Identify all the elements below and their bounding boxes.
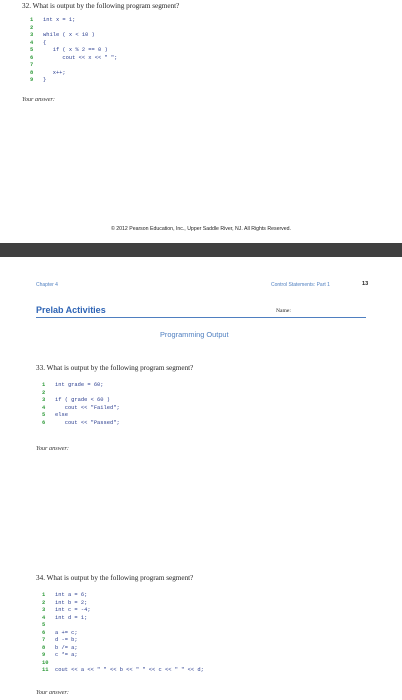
prelab-title: Prelab Activities <box>36 305 106 315</box>
line-number: 5 <box>42 412 46 418</box>
line-number: 1 <box>42 382 46 388</box>
code-text: int a = 6; <box>55 592 88 598</box>
line-number: 7 <box>30 62 34 68</box>
line-number: 2 <box>30 24 34 31</box>
code-line <box>30 40 117 48</box>
code-text: } <box>43 77 47 83</box>
line-number: 1 <box>30 17 34 23</box>
line-number: 3 <box>42 607 46 613</box>
code-text: x++; <box>43 69 66 76</box>
line-number: 9 <box>30 77 34 83</box>
line-number: 10 <box>42 659 49 666</box>
code-text: d -= b; <box>55 637 78 643</box>
code-text: if ( x % 2 == 0 ) <box>43 47 108 53</box>
code-line <box>42 645 204 653</box>
code-line <box>42 382 120 390</box>
line-number: 2 <box>42 389 46 396</box>
code-text: c *= a; <box>55 652 78 658</box>
line-number: 1 <box>42 592 46 598</box>
code-line <box>42 592 204 600</box>
code-text: int x = 1; <box>43 17 76 23</box>
line-number: 9 <box>42 652 46 658</box>
code-block-q33 <box>42 382 120 427</box>
line-number: 2 <box>42 599 46 606</box>
answer-label-q32: Your answer: <box>22 96 55 103</box>
code-line <box>42 607 204 615</box>
name-label: Name: <box>276 308 291 314</box>
line-number: 7 <box>42 637 46 643</box>
code-text: cout << "Failed"; <box>55 404 120 411</box>
line-number: 6 <box>30 54 34 61</box>
code-block-q34 <box>42 592 204 675</box>
code-line <box>30 55 117 63</box>
line-number: 5 <box>42 622 46 628</box>
code-line <box>30 47 117 55</box>
line-number: 3 <box>30 32 34 38</box>
section-title: Programming Output <box>160 330 229 339</box>
line-number: 4 <box>42 404 46 411</box>
page-break-band <box>0 243 402 257</box>
running-title: Control Statements: Part 1 <box>271 282 330 288</box>
code-line <box>42 397 120 405</box>
line-number: 11 <box>42 667 49 673</box>
question-34-text: 34. What is output by the following program segment? <box>36 574 194 582</box>
answer-label-q33: Your answer: <box>36 445 69 452</box>
code-line <box>42 630 204 638</box>
code-line <box>42 390 120 398</box>
code-line <box>30 62 117 70</box>
code-text: { <box>43 39 47 46</box>
code-line <box>30 32 117 40</box>
code-line <box>42 600 204 608</box>
code-text: a += c; <box>55 629 78 636</box>
code-line <box>42 412 120 420</box>
copyright-notice: © 2012 Pearson Education, Inc., Upper Saddle River, NJ. All Rights Reserved. <box>110 226 291 232</box>
code-line <box>42 652 204 660</box>
line-number: 6 <box>42 419 46 426</box>
code-block-q32 <box>30 17 117 85</box>
code-line <box>42 667 204 675</box>
line-number: 6 <box>42 629 46 636</box>
code-line <box>30 70 117 78</box>
line-number: 5 <box>30 47 34 53</box>
code-line <box>30 17 117 25</box>
line-number: 8 <box>30 69 34 76</box>
chapter-label: Chapter 4 <box>36 282 58 288</box>
header-rule <box>36 317 366 318</box>
code-text: cout << x << " "; <box>43 54 118 61</box>
line-number: 4 <box>30 39 34 46</box>
code-text: int d = 1; <box>55 614 88 621</box>
code-text: if ( grade < 60 ) <box>55 397 110 403</box>
answer-label-q34: Your answer: <box>36 689 69 696</box>
code-line <box>30 77 117 85</box>
code-text: int grade = 60; <box>55 382 104 388</box>
code-line <box>42 622 204 630</box>
code-text: int c = -4; <box>55 607 91 613</box>
code-text: cout << a << " " << b << " " << c << " " << d; <box>55 667 204 673</box>
code-text: int b = 2; <box>55 599 88 606</box>
code-text: while ( x < 10 ) <box>43 32 95 38</box>
code-line <box>30 25 117 33</box>
line-number: 8 <box>42 644 46 651</box>
code-line <box>42 420 120 428</box>
line-number: 3 <box>42 397 46 403</box>
code-line <box>42 405 120 413</box>
code-line <box>42 615 204 623</box>
page-number: 13 <box>362 281 369 287</box>
line-number: 4 <box>42 614 46 621</box>
question-32-text: 32. What is output by the following program segment? <box>22 2 180 10</box>
code-line <box>42 637 204 645</box>
code-text: b /= a; <box>55 644 78 651</box>
code-text: else <box>55 412 68 418</box>
question-33-text: 33. What is output by the following program segment? <box>36 364 194 372</box>
code-line <box>42 660 204 668</box>
code-text: cout << "Passed"; <box>55 419 120 426</box>
